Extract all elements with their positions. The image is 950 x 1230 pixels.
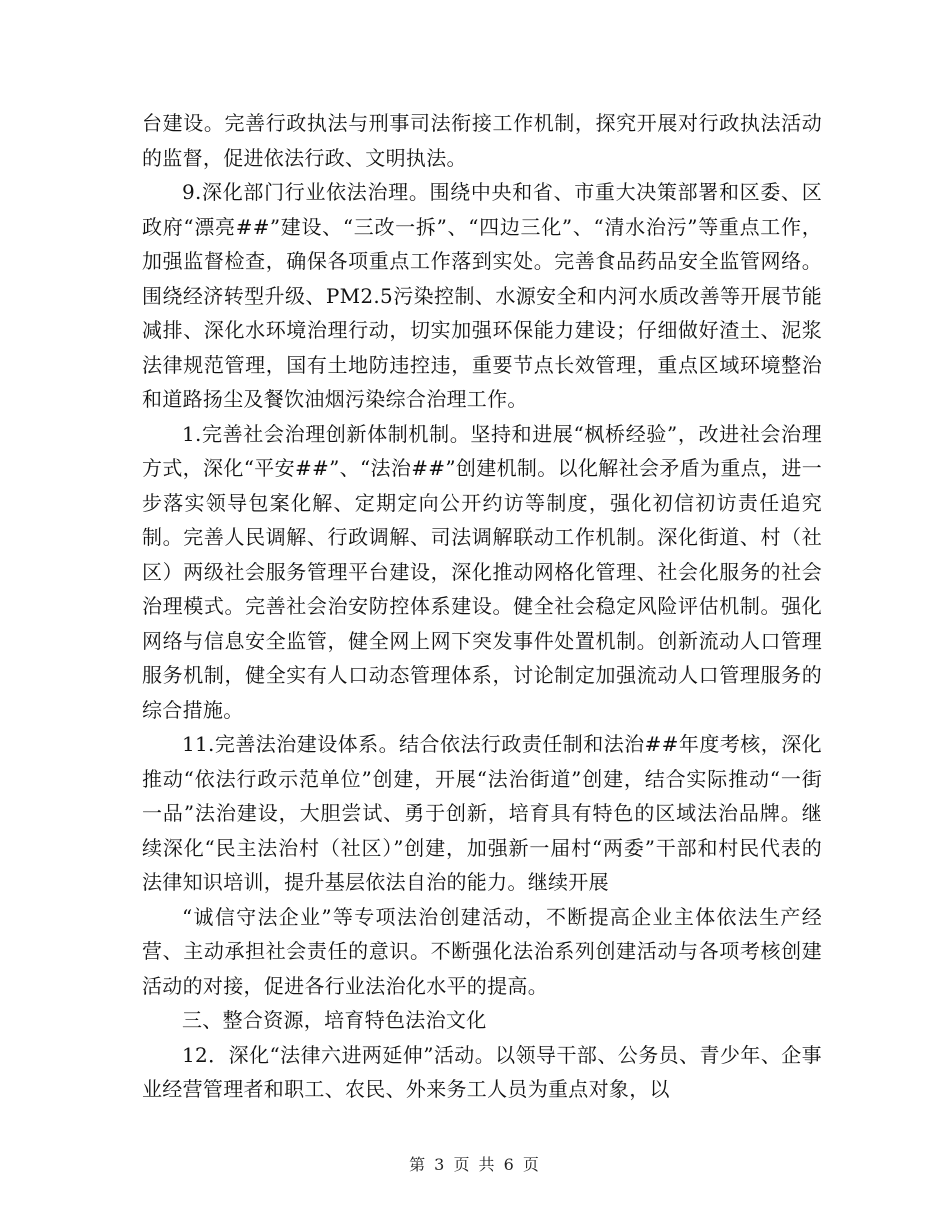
document-body [142,106,822,1107]
paragraph-integrity-enterprise: “诚信守法企业”等专项法治创建活动，不断提高企业主体依法生产经营、主动承担社会责任的意识。不断强化法治系列创建活动与各项考核创建活动的对接，促进各行业法治化水平的提高。 [142,904,822,998]
paragraph-item-11: 11.完善法治建设体系。结合依法行政责任制和法治##年度考核，深化推动“依法行政示范单位”创建，开展“法治街道”创建，结合实际推动“一街一品”法治建设，大胆尝试、勇于创新，培育具有特色的区域法治品牌。继续深化“民主法治村（社区）”创建，加强新一届村“两委”干部和村民代表的法律知识培训，提升基层依法自治的能力。继续开展 [142,732,822,894]
paragraph-item-9: 9.深化部门行业依法治理。围绕中央和省、市重大决策部署和区委、区政府“漂亮##”建设、“三改一拆”、“四边三化”、“清水治污”等重点工作，加强监督检查，确保各项重点工作落到实处。完善食品药品安全监管网络。围绕经济转型升级、PM2.5污染控制、水源安全和内河水质改善等开展节能减排、深化水环境治理行动，切实加强环保能力建设；仔细做好渣土、泥浆法律规范管理，国有土地防违控违，重要节点长效管理，重点区域环境整治和道路扬尘及餐饮油烟污染综合治理工作。 [142,180,822,411]
paragraph-continuation: 台建设。完善行政执法与刑事司法衔接工作机制，探究开展对行政执法活动的监督，促进依法行政、文明执法。 [142,111,822,170]
paragraph-item-1: 1.完善社会治理创新体制机制。坚持和进展“枫桥经验”，改进社会治理方式，深化“平安##”、“法治##”创建机制。以化解社会矛盾为重点，进一步落实领导包案化解、定期定向公开约访等制度，强化初信初访责任追究制。完善人民调解、行政调解、司法调解联动工作机制。深化街道、村（社区）两级社会服务管理平台建设，深化推动网格化管理、社会化服务的社会治理模式。完善社会治安防控体系建设。健全社会稳定风险评估机制。强化网络与信息安全监管，健全网上网下突发事件处置机制。创新流动人口管理服务机制，健全实有人口动态管理体系，讨论制定加强流动人口管理服务的综合措施。 [142,421,822,722]
page-number-footer: 第 3 页 共 6 页 [409,1155,541,1174]
paragraph-item-12: 12．深化“法律六进两延伸”活动。以领导干部、公务员、青少年、企事业经营管理者和职工、农民、外来务工人员为重点对象，以 [142,1042,822,1101]
section-heading-3: 三、整合资源，培育特色法治文化 [182,1008,487,1032]
